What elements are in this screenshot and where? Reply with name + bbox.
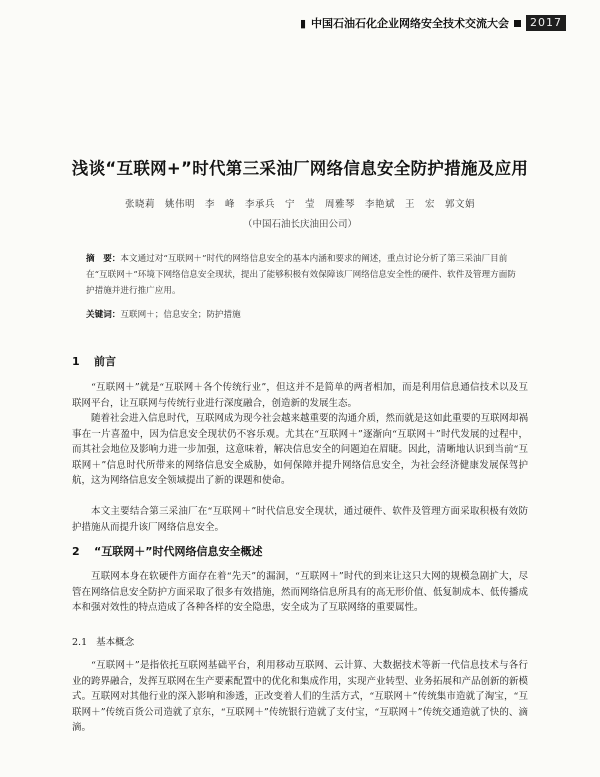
- paragraph: 随着社会进入信息时代，互联网成为现今社会越来越重要的沟通介质，然而就是这如此重要的互联网却祸事在一片喜盈中，因为信息安全现状仍不容乐观。尤其在“互联网＋”逐渐向“互联网＋”时代发展的过程中，而其社会地位及影响力进一步加强，这意味着，解决信息安全的问题迫在眉睫。因此，清晰地认识到当前“互联网＋”信息时代所带来的网络信息安全威胁，如何保障并提升网络信息安全，为社会经济健康发展保驾护航，这为网络信息安全领域提出了新的课题和使命。: [72, 413, 529, 486]
- section-heading: [72, 543, 262, 559]
- subsection-number: 2.1: [72, 637, 88, 648]
- paper-title: 浅谈“互联网+”时代第三采油厂网络信息安全防护措施及应用: [71, 159, 529, 178]
- keywords-label: 关键词：: [86, 310, 121, 320]
- author-list: 张晓莉 姚伟明 李 峰 李承兵 宁 莹 周雅琴 李艳斌 王 宏 郭文娟: [124, 199, 475, 210]
- subsection-heading: [72, 634, 134, 648]
- section-number: 2: [72, 545, 80, 558]
- conference-name: 中国石油石化企业网络安全技术交流大会: [311, 17, 509, 30]
- paragraph: 本文主要结合第三采油厂在“互联网＋”时代信息安全现状，通过硬件、软件及管理方面采取积极有效防护措施从而提升该厂网络信息安全。: [72, 506, 528, 533]
- header-year: 2017: [526, 15, 566, 31]
- section-heading: [72, 353, 116, 369]
- affiliation: （中国石油长庆油田公司）: [242, 219, 357, 230]
- keywords: [86, 308, 516, 320]
- section-title: 前言: [94, 355, 116, 368]
- running-header: [300, 14, 566, 32]
- subsection-title: 基本概念: [96, 637, 135, 648]
- paragraph: 互联网本身在软硬件方面存在着“先天”的漏洞，“互联网＋”时代的到来让这只大网的规模急剧扩大，尽管在网络信息安全防护方面采取了很多有效措施，然而网络信息所具有的高无形价值、低复制成本、低传播成本和强对效性的特点造成了各种各样的安全隐患，安全成为了互联网络的重要属性。: [72, 571, 529, 613]
- section-title: “互联网＋”时代网络信息安全概述: [94, 545, 263, 558]
- paragraph: “互联网＋”就是“互联网＋各个传统行业”，但这并不是简单的两者相加，而是利用信息通信技术以及互联网平台，让互联网与传统行业进行深度融合，创造新的发展生态。: [72, 382, 528, 409]
- header-square-icon: [514, 20, 521, 27]
- header-mark-icon: ▮: [299, 16, 306, 30]
- abstract-label: 摘 要：: [86, 254, 121, 264]
- abstract-text: 本文通过对“互联网＋”时代的网络信息安全的基本内涵和要求的阐述，重点讨论分析了第三采油厂目前在“互联网＋”环境下网络信息安全现状，提出了能够积极有效保障该厂网络信息安全性的硬件、软件及管理方面防护措施并进行推广应用。: [86, 254, 516, 296]
- paragraph: “互联网＋”是指依托互联网基础平台，利用移动互联网、云计算、大数据技术等新一代信息技术与各行业的跨界融合，发挥互联网在生产要素配置中的优化和集成作用，实现产业转型、业务拓展和产品创新的新模式。互联网对其他行业的深入影响和渗透，正改变着人们的生活方式，“互联网＋”传统集市造就了淘宝，“互联网＋”传统百货公司造就了京东，“互联网＋”传统银行造就了支付宝，“互联网＋”传统交通造就了快的、滴滴。: [72, 660, 529, 733]
- section-number: 1: [72, 355, 80, 368]
- abstract: [86, 251, 516, 299]
- keywords-text: 互联网＋；信息安全；防护措施: [120, 310, 241, 320]
